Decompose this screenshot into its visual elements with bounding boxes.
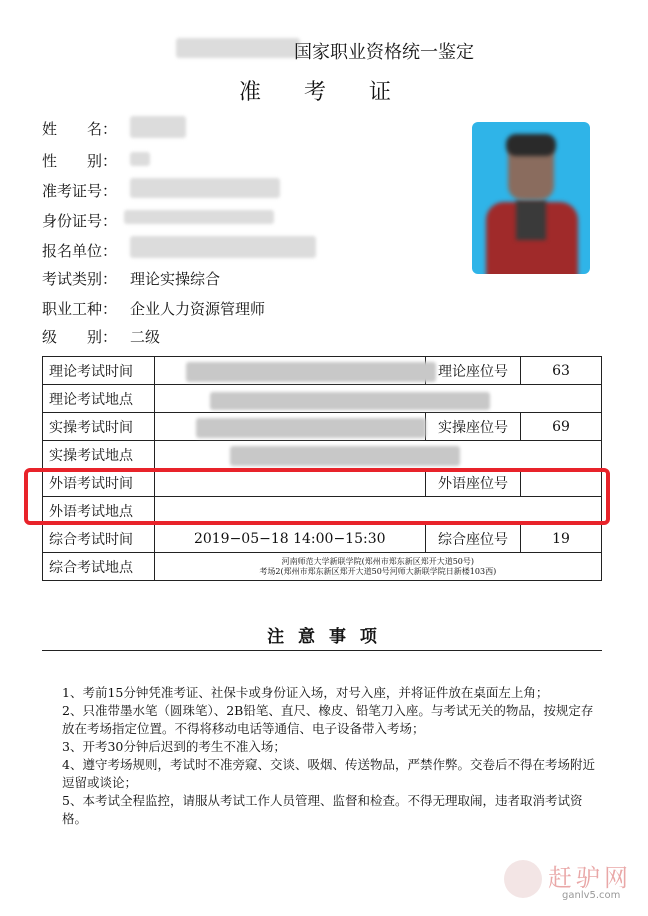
watermark-brand: 赶驴网 (548, 864, 632, 892)
name-label: 姓 名： (42, 120, 118, 138)
redacted-theory-location (210, 392, 490, 410)
category-value: 理论实操综合 (130, 270, 221, 288)
redacted-unit (130, 236, 316, 258)
redacted-id-number (124, 210, 274, 224)
theory-seat-label: 理论座位号 (425, 357, 520, 385)
notice-item: 2、只准带墨水笔（圆珠笔）、2B铅笔、直尺、橡皮、铅笔刀入座。与考试无关的物品，按规定存放在考场指定位置。不得将移动电话等通信、电子设备带入考场； (62, 703, 594, 736)
comprehensive-location-value (154, 553, 601, 581)
gender-label: 性 别： (42, 152, 118, 170)
practical-seat-value: 69 (521, 413, 602, 441)
job-label: 职业工种： (42, 300, 118, 318)
job-value: 企业人力资源管理师 (130, 300, 266, 318)
watermark-url: ganlv5.com (562, 890, 621, 901)
comprehensive-seat-value: 19 (521, 525, 602, 553)
level-label: 级 别： (42, 328, 118, 346)
category-label: 考试类别： (42, 270, 118, 288)
comprehensive-time-label: 综合考试时间 (43, 525, 155, 553)
redacted-ticket-number (130, 178, 280, 198)
id-number-label: 身份证号： (42, 212, 118, 230)
comprehensive-location-line2: 考场2(郑州市郑东新区郑开大道50号河师大新联学院日新楼103西) (259, 566, 497, 576)
divider (42, 650, 602, 651)
language-exam-highlight (24, 468, 610, 525)
theory-location-label: 理论考试地点 (43, 385, 155, 413)
practical-seat-label: 实操座位号 (425, 413, 520, 441)
comprehensive-time-value: 2019−05−18 14:00−15:30 (154, 525, 425, 553)
notice-item: 3、开考30分钟后迟到的考生不准入场； (62, 739, 286, 754)
level-value: 二级 (130, 328, 161, 346)
theory-time-label: 理论考试时间 (43, 357, 155, 385)
comprehensive-location-label: 综合考试地点 (43, 553, 155, 581)
watermark (500, 858, 640, 908)
unit-label: 报名单位： (42, 242, 118, 260)
redacted-practical-time (196, 418, 426, 438)
redacted-theory-time (186, 362, 436, 382)
theory-seat-value: 63 (521, 357, 602, 385)
donkey-logo-icon (504, 860, 542, 898)
comprehensive-seat-label: 综合座位号 (425, 525, 520, 553)
language-location-label: 外语考试地点 (43, 497, 155, 525)
notice-item: 5、本考试全程监控，请服从考试工作人员管理、监督和检查。不得无理取闹，违者取消考试资格。 (62, 793, 583, 826)
notice-item: 1、考前15分钟凭准考证、社保卡或身份证入场，对号入座，并将证件放在桌面左上角； (62, 685, 549, 700)
exam-authority-title: 国家职业资格统一鉴定 (294, 42, 474, 63)
candidate-photo (472, 122, 590, 274)
redacted-name (130, 116, 186, 138)
redacted-gender (130, 152, 150, 166)
document-title: 准 考 证 (239, 80, 409, 105)
language-time-label: 外语考试时间 (43, 469, 155, 497)
ticket-number-label: 准考证号： (42, 182, 118, 200)
table-row (43, 525, 602, 553)
table-row (43, 553, 602, 581)
practical-time-label: 实操考试时间 (43, 413, 155, 441)
language-seat-label: 外语座位号 (425, 469, 520, 497)
practical-location-label: 实操考试地点 (43, 441, 155, 469)
comprehensive-location-line1: 河南师范大学新联学院(郑州市郑东新区郑开大道50号) (281, 556, 474, 566)
notice-list (62, 684, 602, 828)
notice-title: 注 意 事 项 (267, 627, 381, 647)
notice-item: 4、遵守考场规则，考试时不准旁窥、交谈、吸烟、传送物品，严禁作弊。交卷后不得在考场附近逗留或谈论； (62, 757, 595, 790)
redacted-practical-location (230, 446, 460, 466)
